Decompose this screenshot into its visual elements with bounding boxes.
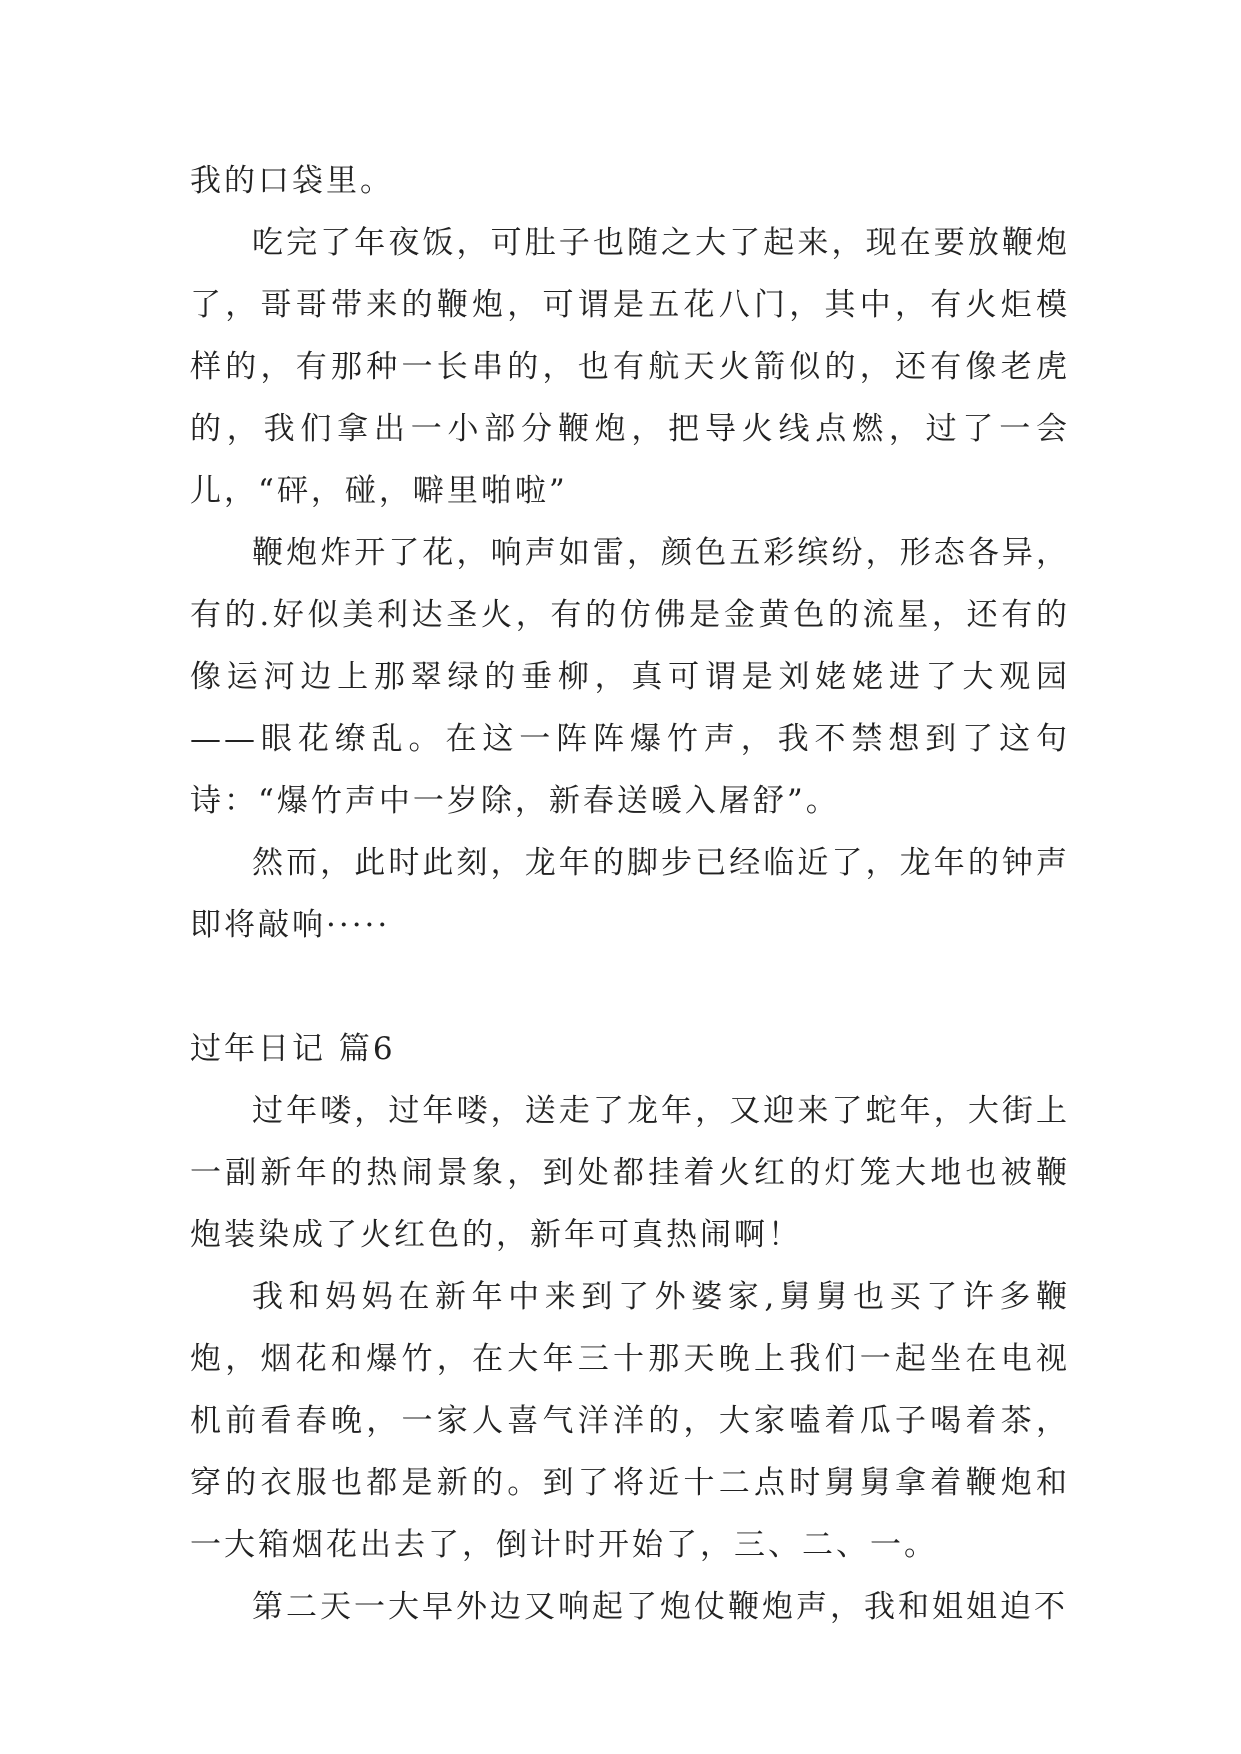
paragraph-3: 鞭炮炸开了花，响声如雷，颜色五彩缤纷，形态各异，有的.好似美利达圣火，有的仿佛是金黄色的流星，还有的像运河边上那翠绿的垂柳，真可谓是刘姥姥进了大观园——眼花缭乱。在这一阵阵爆竹声，我不禁想到了这句诗：“爆竹声中一岁除，新春送暖入屠舒”。: [190, 535, 1070, 819]
paragraph-5: 过年喽，过年喽，送走了龙年，又迎来了蛇年，大街上一副新年的热闹景象，到处都挂着火红的灯笼大地也被鞭炮装染成了火红色的，新年可真热闹啊！: [190, 1093, 1070, 1253]
paragraph-2: 吃完了年夜饭，可肚子也随之大了起来，现在要放鞭炮了，哥哥带来的鞭炮，可谓是五花八门，其中，有火炬模样的，有那种一长串的，也有航天火箭似的，还有像老虎的，我们拿出一小部分鞭炮，把导火线点燃，过了一会儿，“砰，碰，噼里啪啦”: [190, 225, 1070, 509]
document-body: [190, 150, 1070, 1638]
paragraph-7: 第二天一大早外边又响起了炮仗鞭炮声，我和姐姐迫不: [252, 1589, 1068, 1625]
paragraph-4: 然而，此时此刻，龙年的脚步已经临近了，龙年的钟声即将敲响·····: [190, 845, 1070, 943]
paragraph-6: 我和妈妈在新年中来到了外婆家,舅舅也买了许多鞭炮，烟花和爆竹，在大年三十那天晚上我们一起坐在电视机前看春晚，一家人喜气洋洋的，大家嗑着瓜子喝着茶，穿的衣服也都是新的。到了将近十二点时舅舅拿着鞭炮和一大箱烟花出去了，倒计时开始了，三、二、一。: [190, 1279, 1070, 1563]
section-heading: 过年日记 篇6: [190, 1031, 396, 1067]
paragraph-1: 我的口袋里。: [190, 163, 394, 199]
